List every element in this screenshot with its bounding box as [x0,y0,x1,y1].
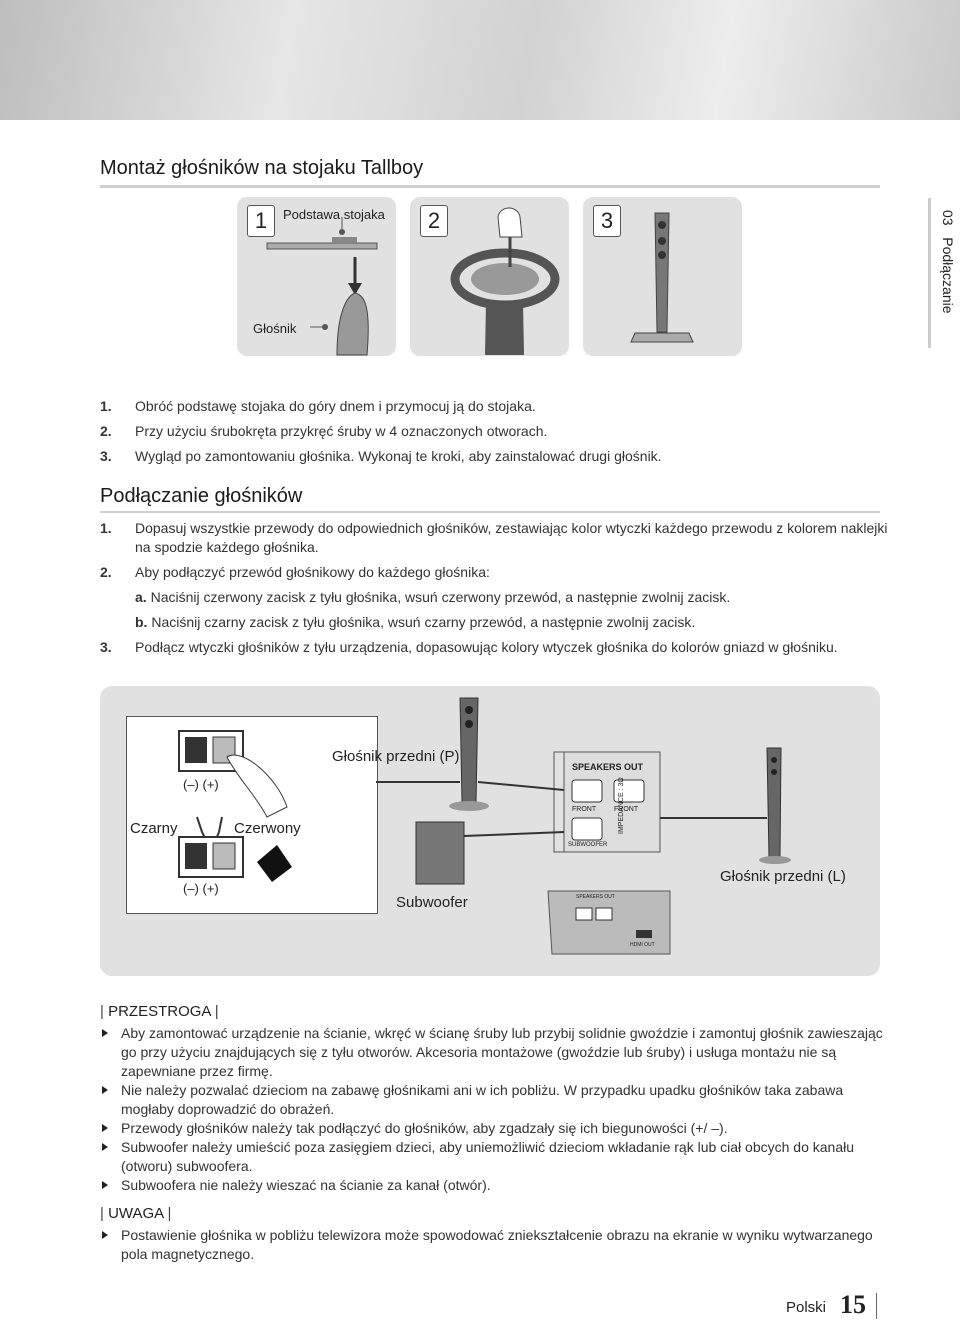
front-right-speaker-label: Głośnik przedni (P) [332,748,460,765]
bullet-icon [102,1124,108,1132]
instruction-item [100,563,890,582]
section-divider [100,511,880,513]
note-heading-text: UWAGA [108,1205,164,1222]
caution-item [100,1024,890,1081]
assembly-steps [100,398,880,473]
bullet-icon [102,1143,108,1151]
page-title: Montaż głośników na stojaku Tallboy [100,157,424,179]
caution-text: Przewody głośników należy tak podłączyć do głośników, aby zgadzały się ich biegunowości (+/ –). [121,1120,728,1136]
speakers-out-label: SPEAKERS OUT [572,762,644,772]
footer-divider [876,1293,877,1319]
caution-item [100,1081,890,1119]
subitem-text: Naciśnij czarny zacisk z tyłu głośnika, wsuń czarny przewód, a następnie zwolnij zacisk. [151,614,696,630]
diagram-illustration [100,686,880,976]
title-divider [100,185,880,188]
page-number: 15 [840,1290,866,1319]
note-item [100,1226,890,1264]
step-3-panel [583,197,742,356]
instruction-index: 2. [100,564,112,580]
screwing-illustration [410,197,569,356]
instruction-item [100,638,890,657]
caution-text: Nie należy pozwalać dzieciom na zabawę głośnikami ani w ich pobliżu. W przypadku upadku głośników taka zabawa mogłaby doprowadzić do obrażeń. [121,1082,844,1117]
assembly-step [100,398,880,423]
subitem-text: Naciśnij czerwony zacisk z tyłu głośnika, wsuń czerwony przewód, a następnie zwolnij zacisk. [150,589,731,605]
chapter-number: 03 [940,210,956,226]
instruction-index: 3. [100,639,112,655]
caution-item [100,1138,890,1176]
assembly-step [100,423,880,448]
front-r-jack-label: FRONT [572,806,597,813]
step-2-number: 2 [420,205,448,237]
caution-text: Subwoofera nie należy wieszać na ścianie za kanał (otwór). [121,1177,491,1193]
red-wire-label: Czerwony [234,820,301,837]
instruction-index: 1. [100,520,112,536]
subitem-index: b. [135,614,148,630]
instruction-text: Aby podłączyć przewód głośnikowy do każdego głośnika: [135,564,490,580]
instruction-subitem [135,613,890,632]
notes-section [100,1002,890,1264]
bullet-icon [102,1029,108,1037]
black-wire-label: Czarny [130,820,178,837]
step-index: 3. [100,448,112,464]
connection-diagram [100,686,880,976]
instruction-text: Podłącz wtyczki głośników z tyłu urządzenia, dopasowując kolory wtyczek głośnika do kolorów gniazd w głośniku. [135,639,838,655]
section-title: Podłączanie głośników [100,485,303,507]
chapter-tab-text [940,210,956,314]
chapter-label: Podłączanie [940,237,956,314]
step-index: 2. [100,423,112,439]
caution-item [100,1176,890,1195]
note-heading: | UWAGA | [100,1205,172,1222]
chapter-tab [928,198,960,348]
step-1-panel [237,197,396,356]
step-text: Przy użyciu śrubokręta przykręć śruby w 4 oznaczonych otworach. [135,423,548,439]
impedance-label: IMPEDANCE : 3Ω [618,777,625,834]
caution-heading-text: PRZESTROGA [108,1003,211,1020]
step-3-number: 3 [593,205,621,237]
caution-text: Aby zamontować urządzenie na ścianie, wkręć w ścianę śruby lub przybij solidnie gwoździe i zamontuj głośnik zawieszając go przy użyciu znajdujących się z tyłu otworów. Akcesoria montażowe (gwoździe lub śruby) i usługa montażu nie są zapewniane przez firmę. [121,1025,883,1079]
step-text: Obróć podstawę stojaka do góry dnem i przymocuj ją do stojaka. [135,398,536,414]
caution-text: Subwoofer należy umieścić poza zasięgiem dzieci, aby uniemożliwić dzieciom wkładanie rąk lub ciał obcych do kanału (otworu) subwoofera. [121,1139,855,1174]
front-left-speaker-label: Głośnik przedni (L) [720,868,846,885]
polarity-label-bottom: (–) (+) [183,881,219,896]
front-l-jack-label: FRONT [614,806,639,813]
instruction-text: Dopasuj wszystkie przewody do odpowiednich głośników, zestawiając kolor wtyczki każdego przewodu z kolorem naklejki na spodzie każdego głośnika. [135,520,888,555]
speaker-label: Głośnik [253,321,297,336]
step-index: 1. [100,398,112,414]
tallboy-speaker-illustration [583,197,742,356]
bullet-icon [102,1181,108,1189]
footer-language: Polski [786,1299,827,1316]
step-2-panel [410,197,569,356]
subwoofer-jack-label: SUBWOOFER [568,842,608,848]
assembly-step [100,448,880,473]
caution-heading: | PRZESTROGA | [100,1003,219,1020]
polarity-label-top: (–) (+) [183,777,219,792]
stand-base-illustration [237,197,396,356]
subwoofer-label: Subwoofer [396,894,468,911]
connection-instructions [100,519,890,663]
receiver-hdmi-out-label: HDMI OUT [630,942,655,948]
instruction-item [100,519,890,557]
receiver-speakers-out-label: SPEAKERS OUT [576,894,615,900]
step-1-number: 1 [247,205,275,237]
bullet-icon [102,1086,108,1094]
chapter-tab-bar [928,198,931,348]
step-text: Wygląd po zamontowaniu głośnika. Wykonaj te kroki, aby zainstalować drugi głośnik. [135,448,662,464]
caution-item [100,1119,890,1138]
note-text: Postawienie głośnika w pobliżu telewizora może spowodować zniekształcenie obrazu na ekranie w wyniku wytwarzanego pola magnetycznego. [121,1227,873,1262]
instruction-subitem [135,588,890,607]
bullet-icon [102,1231,108,1239]
stand-base-label: Podstawa stojaka [283,207,385,222]
subitem-index: a. [135,589,147,605]
header-band [0,0,960,120]
